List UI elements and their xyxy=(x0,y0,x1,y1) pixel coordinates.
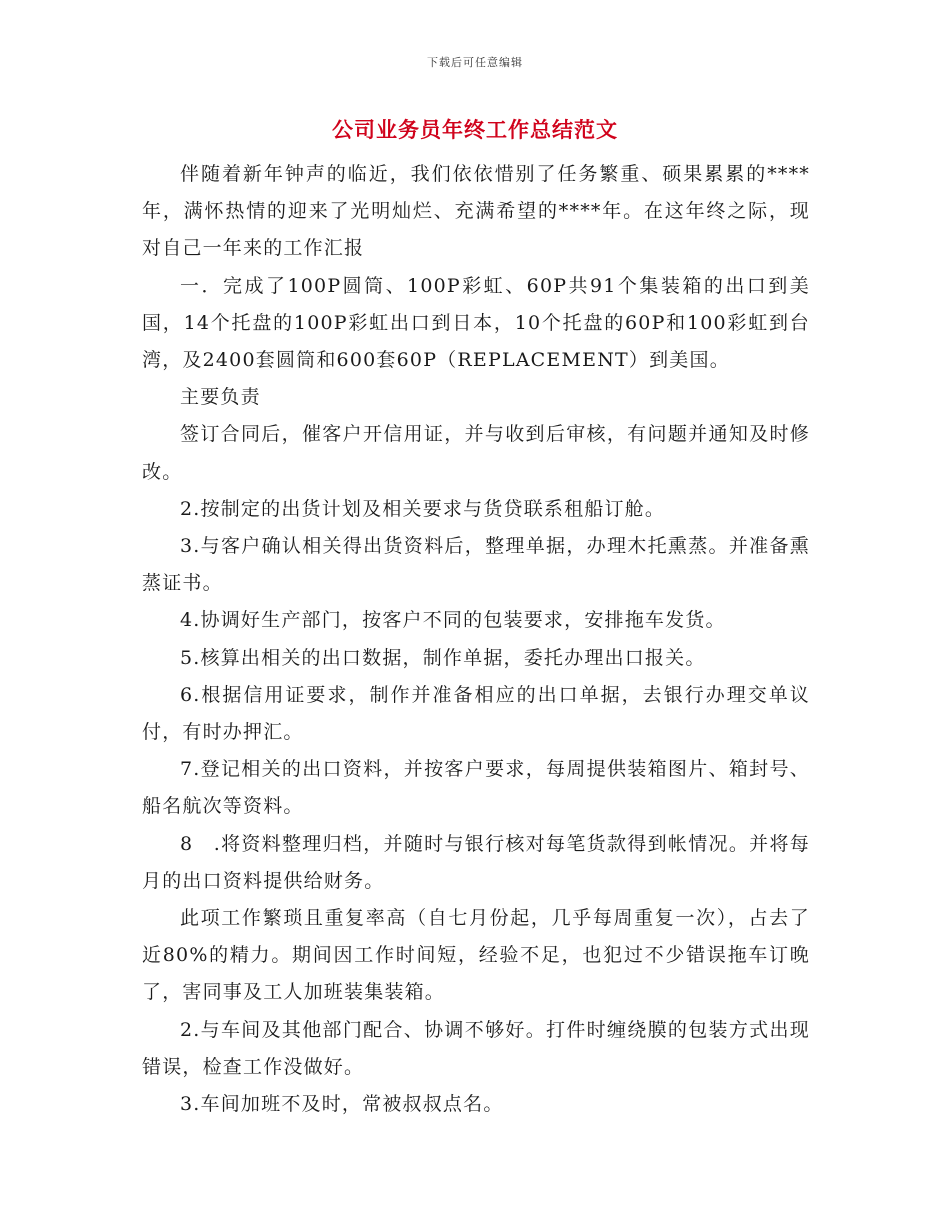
paragraph-duty-5: 5.核算出相关的出口数据，制作单据，委托办理出口报关。 xyxy=(180,646,706,669)
paragraph-duty-3: 3.与客户确认相关得出货资料后，整理单据，办理木托熏蒸。并准备熏蒸证书。 xyxy=(142,535,810,595)
paragraph-completed-exports: 一．完成了100P圆筒、100P彩虹、60P共91个集装箱的出口到美国，14个托盘的100P彩虹出口到日本，10个托盘的60P和100彩虹到台湾，及2400套圆筒和600套60P（REPLACEMENT）到美国。 xyxy=(142,274,810,372)
page-header-note: 下载后可任意编辑 xyxy=(427,56,523,69)
paragraph-intro: 伴随着新年钟声的临近，我们依依惜别了任务繁重、硕果累累的****年，满怀热情的迎来了光明灿烂、充满希望的****年。在这年终之际，现对自己一年来的工作汇报 xyxy=(142,163,810,260)
paragraph-workload-issues: 此项工作繁琐且重复率高（自七月份起，几乎每周重复一次），占去了近80%的精力。期间因工作时间短，经验不足，也犯过不少错误拖车订晚了，害同事及工人加班装集装箱。 xyxy=(142,907,810,1004)
document-body xyxy=(142,156,810,1123)
paragraph-duty-1: 签订合同后，催客户开信用证，并与收到后审核，有问题并通知及时修改。 xyxy=(142,423,810,483)
document-title: 公司业务员年终工作总结范文 xyxy=(332,118,618,142)
paragraph-issue-2: 2.与车间及其他部门配合、协调不够好。打件时缠绕膜的包装方式出现错误，检查工作没做好。 xyxy=(142,1018,810,1078)
paragraph-duty-4: 4.协调好生产部门，按客户不同的包装要求，安排拖车发货。 xyxy=(180,609,726,632)
paragraph-issue-3: 3.车间加班不及时，常被叔叔点名。 xyxy=(180,1093,504,1116)
paragraph-main-duties-heading: 主要负责 xyxy=(180,386,261,409)
paragraph-duty-7: 7.登记相关的出口资料，并按客户要求，每周提供装箱图片、箱封号、船名航次等资料。 xyxy=(142,758,810,818)
paragraph-duty-8: 8 .将资料整理归档，并随时与银行核对每笔货款得到帐情况。并将每月的出口资料提供给财务。 xyxy=(142,832,810,892)
paragraph-duty-2: 2.按制定的出货计划及相关要求与货贷联系租船订舱。 xyxy=(180,497,666,520)
paragraph-duty-6: 6.根据信用证要求，制作并准备相应的出口单据，去银行办理交单议付，有时办押汇。 xyxy=(142,683,810,744)
